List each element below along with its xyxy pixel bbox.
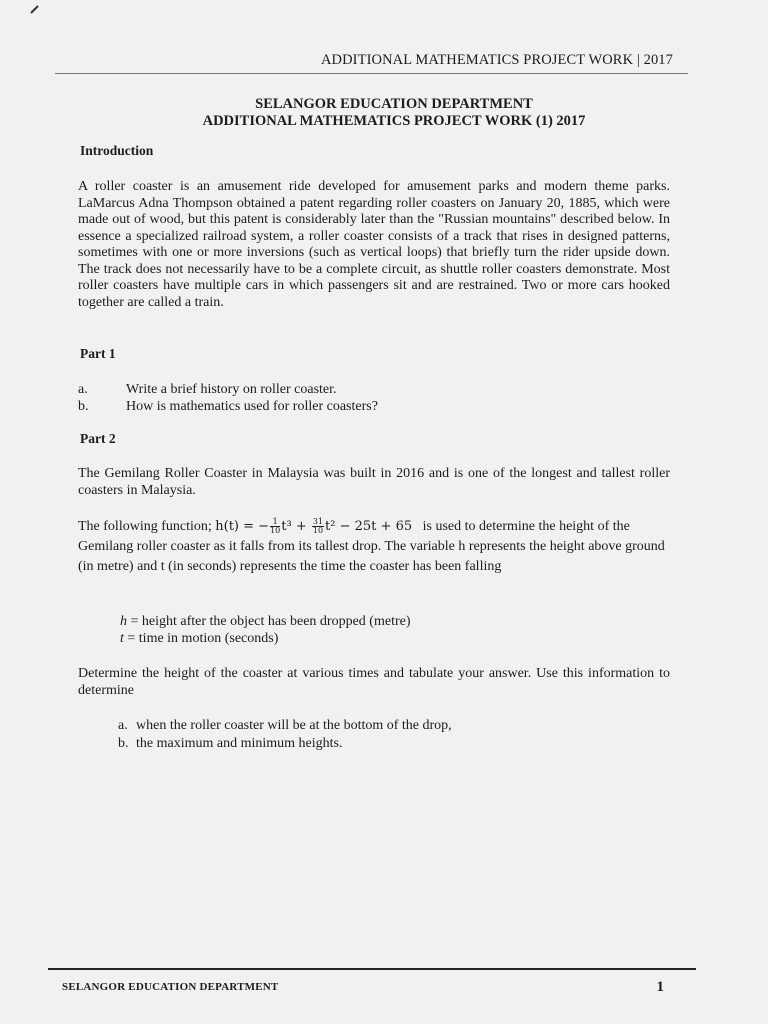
part2-heading: Part 2	[80, 431, 116, 446]
task-item-a-label: a.	[118, 718, 128, 733]
introduction-heading: Introduction	[80, 143, 154, 158]
fraction-1	[270, 518, 280, 535]
formula-paragraph	[78, 517, 670, 577]
header-rule	[55, 73, 688, 74]
definition-t-text: = time in motion (seconds)	[123, 631, 279, 646]
formula-follow: is used to determine the height of the Gemilang roller coaster as it falls from its tallest drop. The variable h represents the height above ground (in metre) and t (in seconds) represents the time the coaster has been falling	[78, 519, 665, 574]
formula-lhs: h(t) = −	[215, 519, 270, 534]
part1-item-b-text: How is mathematics used for roller coasters?	[126, 399, 378, 414]
task-text: Determine the height of the coaster at various times and tabulate your answer. Use this information to determine	[78, 666, 670, 698]
footer-department: SELANGOR EDUCATION DEPARTMENT	[62, 981, 279, 993]
formula-rest: t² − 25t + 65	[325, 519, 413, 534]
title-line-1: SELANGOR EDUCATION DEPARTMENT	[255, 96, 533, 112]
task-item-a	[118, 717, 452, 734]
introduction-text: A roller coaster is an amusement ride developed for amusement parks and modern theme parks. LaMarcus Adna Thompson obtained a patent regarding roller coasters on January 20, 1885, which were made out of wood, but this patent is considerably later than the "Russian mountains" described below. In essence a specialized railroad system, a roller coaster consists of a track that rises in designed patterns, sometimes with one or more inversions (such as vertical loops) that briefly turn the rider upside down. The track does not necessarily have to be a complete circuit, as shuttle roller coasters demonstrate. Most roller coasters have multiple cars in which passengers sit and are restrained. Two or more cars hooked together are called a train.	[78, 179, 670, 310]
part1-item-a-label: a.	[78, 382, 88, 397]
footer-rule	[48, 968, 696, 970]
corner-mark-icon	[30, 4, 40, 14]
formula-term1: t³ +	[281, 519, 307, 534]
definition-h-symbol: h	[120, 614, 127, 629]
part2-intro: The Gemilang Roller Coaster in Malaysia was built in 2016 and is one of the longest and tallest roller coasters in Malaysia.	[78, 466, 670, 498]
task-item-b-label: b.	[118, 736, 129, 751]
part1-item-a	[78, 381, 337, 398]
title-line-2: ADDITIONAL MATHEMATICS PROJECT WORK (1) 2017	[202, 113, 586, 129]
part1-item-a-text: Write a brief history on roller coaster.	[126, 382, 337, 397]
running-header: ADDITIONAL MATHEMATICS PROJECT WORK | 2017	[320, 52, 673, 68]
definition-t	[120, 630, 278, 647]
definition-h	[120, 613, 411, 630]
part1-item-b-label: b.	[78, 399, 89, 414]
fraction-1-num: 1	[270, 518, 280, 527]
task-item-a-text: when the roller coaster will be at the bottom of the drop,	[136, 718, 452, 733]
fraction-2-num: 31	[312, 517, 324, 526]
task-item-b	[118, 735, 342, 752]
page-number: 1	[656, 979, 664, 995]
height-function	[215, 519, 412, 534]
part1-item-b	[78, 398, 378, 415]
definition-h-text: = height after the object has been dropped (metre)	[127, 614, 411, 629]
definition-t-symbol: t	[120, 631, 124, 646]
fraction-1-den: 10	[270, 526, 281, 535]
fraction-2	[312, 518, 324, 535]
task-item-b-text: the maximum and minimum heights.	[136, 736, 343, 751]
part1-heading: Part 1	[80, 346, 116, 361]
fraction-2-den: 10	[312, 526, 324, 535]
document-title	[0, 96, 768, 130]
formula-lead: The following function;	[78, 519, 216, 534]
